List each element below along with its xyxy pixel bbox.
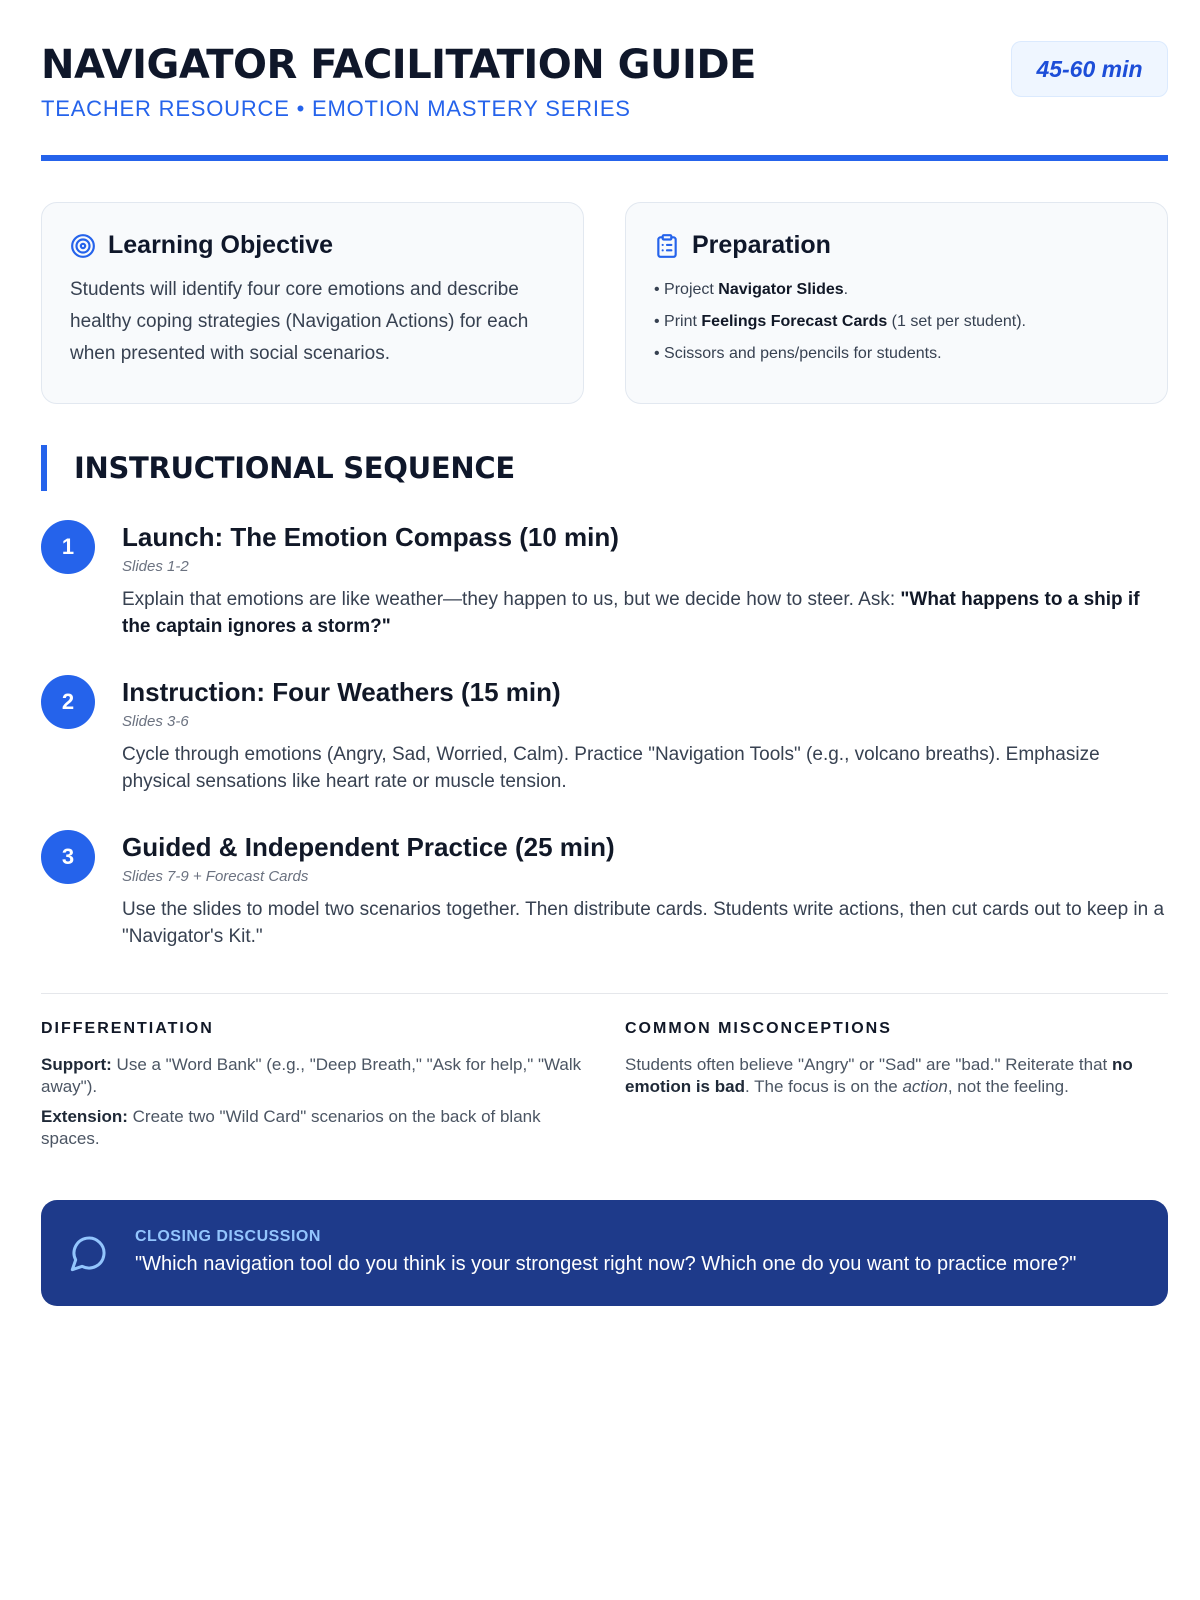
step-content — [122, 675, 1168, 795]
step-question: "What happens to a ship if the captain ignores a storm?" — [122, 589, 1140, 637]
closing-discussion-banner — [41, 1200, 1168, 1306]
extension-label: Extension: — [41, 1107, 128, 1126]
step-content — [122, 830, 1168, 950]
list-item: • Scissors and pens/pencils for students. — [654, 345, 942, 362]
step-number-badge: 2 — [41, 675, 95, 729]
header-rule — [41, 155, 1168, 161]
preparation-card — [625, 202, 1168, 404]
preparation-title: Preparation — [692, 231, 831, 259]
prep-item-bold: Feelings Forecast Cards — [701, 313, 888, 330]
misconceptions-label: COMMON MISCONCEPTIONS — [625, 1020, 892, 1037]
closing-label: CLOSING DISCUSSION — [135, 1228, 321, 1245]
learning-objective-header — [70, 231, 555, 260]
clipboard-icon — [654, 233, 680, 259]
target-icon — [70, 233, 96, 259]
section-divider — [41, 993, 1168, 994]
misconceptions-italic: action — [902, 1077, 948, 1096]
preparation-list — [654, 274, 1139, 370]
step-description: Use the slides to model two scenarios together. Then distribute cards. Students write actions, then cut cards out to keep in a "Navigator's Kit." — [122, 899, 1165, 947]
prep-item-suffix: . — [843, 281, 849, 298]
prep-item-text: Project — [664, 281, 719, 298]
step-slides: Slides 3-6 — [122, 713, 189, 730]
extension-body: Create two "Wild Card" scenarios on the back of blank spaces. — [41, 1107, 541, 1148]
misconceptions-text — [625, 1054, 1168, 1098]
step-description: Cycle through emotions (Angry, Sad, Worried, Calm). Practice "Navigation Tools" (e.g., volcano breaths). Emphasize physical sensations like heart rate or muscle tension. — [122, 744, 1100, 792]
misconceptions-note — [625, 1020, 1168, 1106]
step-title: Instruction: Four Weathers (15 min) — [122, 677, 561, 707]
page-title: NAVIGATOR FACILITATION GUIDE — [41, 42, 756, 88]
support-body: Use a "Word Bank" (e.g., "Deep Breath," "Ask for help," "Walk away"). — [41, 1055, 582, 1096]
prep-item-text: Print — [664, 313, 702, 330]
learning-objective-title: Learning Objective — [108, 231, 334, 259]
step-description — [122, 586, 1168, 640]
step-text: Explain that emotions are like weather—they happen to us, but we decide how to steer. Ask: — [122, 589, 901, 610]
support-label: Support: — [41, 1055, 112, 1074]
preparation-header — [654, 231, 1139, 260]
step-slides: Slides 7-9 + Forecast Cards — [122, 868, 309, 885]
misconceptions-emphasis: no emotion is bad — [625, 1055, 1133, 1096]
step-number-badge: 3 — [41, 830, 95, 884]
learning-objective-card — [41, 202, 584, 404]
support-text — [41, 1054, 584, 1098]
prep-item-text: Scissors and pens/pencils for students. — [664, 345, 942, 362]
speech-bubble-icon — [69, 1233, 109, 1273]
step-title: Launch: The Emotion Compass (10 min) — [122, 522, 619, 552]
step-content — [122, 520, 1168, 640]
extension-text — [41, 1106, 584, 1150]
differentiation-label: DIFFERENTIATION — [41, 1020, 214, 1037]
misconceptions-body: . The focus is on the — [744, 1077, 903, 1096]
prep-item-suffix: (1 set per student). — [887, 313, 1026, 330]
header — [41, 0, 1168, 162]
list-item: • Print Feelings Forecast Cards (1 set per student). — [654, 313, 1026, 330]
facilitation-guide-page — [41, 0, 1168, 1275]
differentiation-note — [41, 1020, 584, 1158]
duration-badge: 45-60 min — [1011, 41, 1168, 97]
prep-item-bold: Navigator Slides — [718, 281, 844, 298]
step-number-badge: 1 — [41, 520, 95, 574]
page-subtitle: TEACHER RESOURCE • EMOTION MASTERY SERIES — [41, 96, 631, 121]
learning-objective-text: Students will identify four core emotions and describe healthy coping strategies (Navigation Actions) for each when presented with social scenarios. — [70, 279, 529, 364]
list-item: • Project Navigator Slides. — [654, 281, 849, 298]
closing-quote: "Which navigation tool do you think is your strongest right now? Which one do you want to practice more?" — [135, 1253, 1077, 1275]
instructional-sequence-heading: INSTRUCTIONAL SEQUENCE — [41, 445, 515, 491]
step-slides: Slides 1-2 — [122, 558, 189, 575]
overview-cards — [41, 202, 1168, 404]
misconceptions-body: , not the feeling. — [947, 1077, 1069, 1096]
step-title: Guided & Independent Practice (25 min) — [122, 832, 615, 862]
misconceptions-body: Students often believe "Angry" or "Sad" are "bad." Reiterate that — [625, 1055, 1112, 1074]
